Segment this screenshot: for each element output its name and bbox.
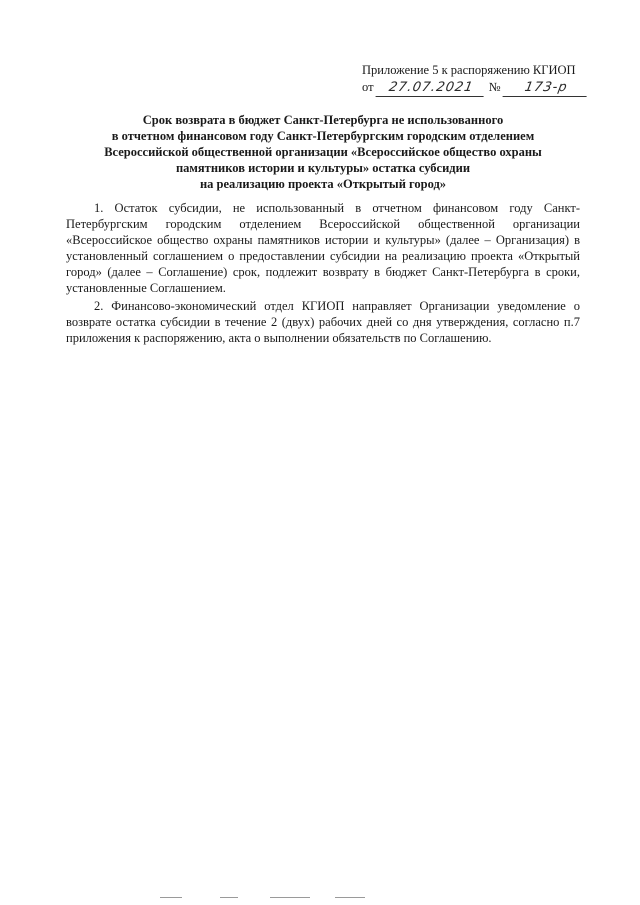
title-line: Всероссийской общественной организации «Всероссийское общество охраны bbox=[104, 145, 542, 159]
scan-mark bbox=[220, 897, 238, 898]
handwritten-date: 27.07.2021 bbox=[375, 80, 486, 97]
date-label: от bbox=[362, 80, 374, 94]
appendix-title: Приложение 5 к распоряжению КГИОП bbox=[362, 63, 576, 77]
scan-mark bbox=[160, 897, 182, 898]
number-label: № bbox=[488, 80, 501, 94]
scan-mark bbox=[335, 897, 365, 898]
appendix-date-number bbox=[362, 79, 612, 97]
scan-artifact-marks bbox=[160, 897, 460, 901]
scan-mark bbox=[270, 897, 310, 898]
title-line: в отчетном финансовом году Санкт-Петербургским городским отделением bbox=[111, 129, 535, 143]
handwritten-number: 173-р bbox=[502, 80, 589, 97]
paragraph-2: 2. Финансово-экономический отдел КГИОП направляет Организации уведомление о возврате остатка субсидии в течение 2 (двух) рабочих дней со дня утверждения, согласно п.7 приложения к распоряжению, акта о выполнении обязательств по Соглашению. bbox=[66, 299, 580, 345]
document-title bbox=[70, 112, 576, 192]
document-body bbox=[66, 200, 580, 346]
title-line: на реализацию проекта «Открытый город» bbox=[199, 177, 447, 191]
paragraph-1: 1. Остаток субсидии, не использованный в отчетном финансовом году Санкт-Петербургским городским отделением Всероссийской общественной организации «Всероссийское общество охраны памятников истории и культуры» (далее – Организация) в установленный соглашением о предоставлении субсидии на реализацию проекта «Открытый город» (далее – Соглашение) срок, подлежит возврату в бюджет Санкт-Петербурга в сроки, установленные Соглашением. bbox=[66, 201, 580, 295]
title-line: памятников истории и культуры» остатка субсидии bbox=[175, 161, 471, 175]
title-line: Срок возврата в бюджет Санкт-Петербурга не использованного bbox=[142, 113, 504, 127]
appendix-header bbox=[362, 62, 612, 97]
